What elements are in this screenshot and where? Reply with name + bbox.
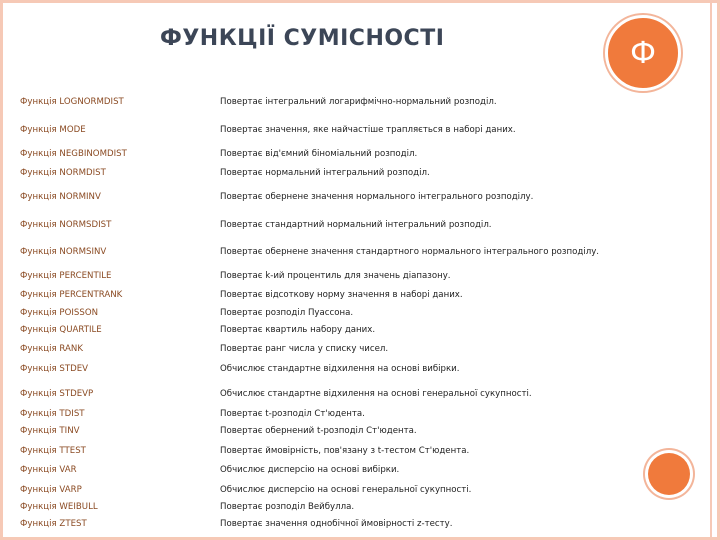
table-row (0, 323, 700, 337)
slide-title: ФУНКЦІЇ СУМІСНОСТІ (160, 26, 445, 51)
table-row (0, 245, 700, 259)
function-name: Функція POISSON (20, 308, 99, 318)
table-row (0, 123, 700, 137)
function-description: Повертає квартиль набору даних. (220, 325, 376, 335)
table-row (0, 387, 700, 401)
function-name: Функція RANK (20, 344, 83, 354)
function-description: Повертає інтегральний логарифмічно-нормальний розподіл. (220, 97, 497, 107)
function-description: Повертає обернене значення нормального інтегрального розподілу. (220, 192, 534, 202)
function-description: Повертає розподіл Пуассона. (220, 308, 354, 318)
function-name: Функція NORMSINV (20, 247, 107, 257)
function-name: Функція ZTEST (20, 519, 87, 529)
function-name: Функція NORMDIST (20, 168, 106, 178)
table-row (0, 407, 700, 421)
table-row (0, 288, 700, 302)
function-name: Функція STDEVP (20, 389, 94, 399)
function-description: Повертає k-ий процентиль для значень діапазону. (220, 271, 451, 281)
table-row (0, 500, 700, 514)
function-name: Функція QUARTILE (20, 325, 102, 335)
function-name: Функція NORMINV (20, 192, 101, 202)
table-row (0, 190, 700, 204)
table-row (0, 166, 700, 180)
table-row (0, 424, 700, 438)
function-description: Повертає значення, яке найчастіше трапляється в наборі даних. (220, 125, 516, 135)
function-name: Функція STDEV (20, 364, 89, 374)
table-row (0, 342, 700, 356)
function-description: Обчислює дисперсію на основі генеральної сукупності. (220, 485, 472, 495)
table-row (0, 269, 700, 283)
badge-letter: Ф (630, 35, 656, 71)
function-description: Повертає обернений t-розподіл Ст'юдента. (220, 426, 417, 436)
function-name: Функція MODE (20, 125, 86, 135)
function-name: Функція LOGNORMDIST (20, 97, 124, 107)
table-row (0, 95, 700, 109)
function-name: Функція TINV (20, 426, 80, 436)
table-row (0, 306, 700, 320)
function-description: Повертає значення однобічної ймовірності z-тесту. (220, 519, 453, 529)
table-row (0, 483, 700, 497)
function-description: Повертає розподіл Вейбулла. (220, 502, 355, 512)
function-name: Функція VAR (20, 465, 77, 475)
function-name: Функція NEGBINOMDIST (20, 149, 127, 159)
table-row (0, 444, 700, 458)
function-name: Функція VARP (20, 485, 82, 495)
table-row (0, 218, 700, 232)
function-description: Обчислює стандартне відхилення на основі генеральної сукупності. (220, 389, 532, 399)
function-name: Функція NORMSDIST (20, 220, 112, 230)
table-row (0, 463, 700, 477)
function-description: Повертає ймовірність, пов'язану з t-тестом Ст'юдента. (220, 446, 470, 456)
table-row (0, 362, 700, 376)
function-description: Повертає стандартний нормальний інтегральний розподіл. (220, 220, 492, 230)
table-row (0, 517, 700, 531)
function-name: Функція PERCENTRANK (20, 290, 123, 300)
function-description: Повертає нормальний інтегральний розподіл. (220, 168, 430, 178)
function-name: Функція WEIBULL (20, 502, 98, 512)
function-description: Повертає t-розподіл Ст'юдента. (220, 409, 365, 419)
function-name: Функція PERCENTILE (20, 271, 112, 281)
function-description: Обчислює дисперсію на основі вибірки. (220, 465, 400, 475)
function-description: Повертає обернене значення стандартного нормального інтегрального розподілу. (220, 247, 600, 257)
function-description: Повертає відсоткову норму значення в наборі даних. (220, 290, 463, 300)
table-row (0, 147, 700, 161)
function-description: Повертає ранг числа у списку чисел. (220, 344, 389, 354)
function-name: Функція TTEST (20, 446, 86, 456)
function-name: Функція TDIST (20, 409, 85, 419)
function-description: Обчислює стандартне відхилення на основі вибірки. (220, 364, 460, 374)
function-description: Повертає від'ємний біноміальний розподіл. (220, 149, 418, 159)
